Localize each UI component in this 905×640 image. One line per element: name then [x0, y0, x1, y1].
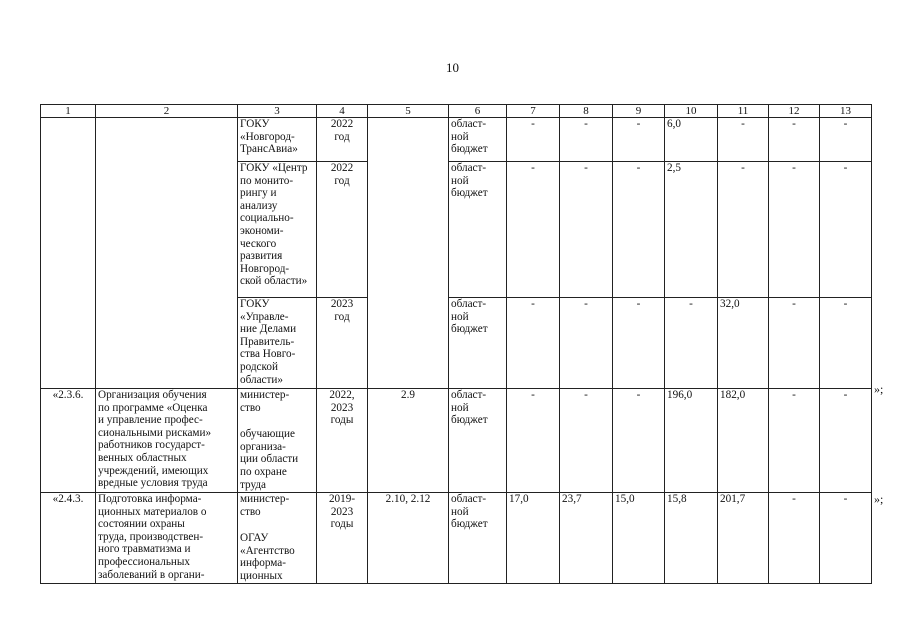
indicator-cell [368, 118, 449, 389]
executor-primary: министер- ство [240, 389, 290, 414]
value-cell-2021: 15,0 [613, 493, 665, 584]
executor-cell [238, 493, 317, 584]
header-col-2: 2 [96, 105, 238, 118]
budget-table [40, 104, 872, 584]
executor-cell: ГОКУ «Центр по монито- рингу и анализу социально- экономи- ческого развития Новгород- ской области» [238, 162, 317, 298]
measure-name-cell: Подготовка информа- ционных материалов о состоянии охраны труда, производствен- ного травматизма и профессиональных заболеваний в органи- [96, 493, 238, 584]
value-cell-2025: - [820, 162, 872, 298]
value-cell-2020: - [560, 389, 613, 493]
value-cell-2019: 17,0 [507, 493, 560, 584]
executor-cell [238, 389, 317, 493]
header-col-8: 8 [560, 105, 613, 118]
value-cell-2025: - [820, 298, 872, 389]
header-col-7: 7 [507, 105, 560, 118]
value-cell-2022: 196,0 [665, 389, 718, 493]
value-cell-2022: 15,8 [665, 493, 718, 584]
value-cell-2021: - [613, 162, 665, 298]
value-cell-2021: - [613, 298, 665, 389]
header-row [41, 105, 872, 118]
period-cell: 2022 год [317, 118, 368, 162]
period-cell: 2022 год [317, 162, 368, 298]
value-cell-2020: - [560, 118, 613, 162]
value-cell-2021: - [613, 389, 665, 493]
row-number-cell: «2.4.3. [41, 493, 96, 584]
header-col-1: 1 [41, 105, 96, 118]
value-cell-2019: - [507, 298, 560, 389]
header-col-13: 13 [820, 105, 872, 118]
executor-co: ОГАУ «Агентство информа- ционных [240, 532, 295, 582]
executor-co: обучающие организа- ции области по охране труда [240, 428, 299, 491]
indicator-cell: 2.9 [368, 389, 449, 493]
executor-cell: ГОКУ «Новгород- ТрансАвиа» [238, 118, 317, 162]
header-col-12: 12 [769, 105, 820, 118]
funding-source-cell: област- ной бюджет [449, 389, 507, 493]
value-cell-2020: 23,7 [560, 493, 613, 584]
value-cell-2022: 6,0 [665, 118, 718, 162]
header-col-10: 10 [665, 105, 718, 118]
funding-source-cell: област- ной бюджет [449, 493, 507, 584]
header-col-4: 4 [317, 105, 368, 118]
value-cell-2019: - [507, 389, 560, 493]
value-cell-2023: 182,0 [718, 389, 769, 493]
closing-quote-mark: »; [874, 382, 884, 396]
value-cell-2019: - [507, 118, 560, 162]
measure-name-cell: Организация обучения по программе «Оценка и управление профес- сиональными рисками» работников государст- венных областных учреждений, имеющих вредные условия труда [96, 389, 238, 493]
value-cell-2023: 201,7 [718, 493, 769, 584]
period-cell: 2023 год [317, 298, 368, 389]
executor-primary: министер- ство [240, 493, 290, 518]
value-cell-2023: - [718, 162, 769, 298]
header-col-9: 9 [613, 105, 665, 118]
value-cell-2025: - [820, 389, 872, 493]
executor-cell: ГОКУ «Управле- ние Делами Правитель- ства Новго- родской области» [238, 298, 317, 389]
funding-source-cell: област- ной бюджет [449, 298, 507, 389]
value-cell-2025: - [820, 118, 872, 162]
value-cell-2023: - [718, 118, 769, 162]
value-cell-2021: - [613, 118, 665, 162]
value-cell-2024: - [769, 162, 820, 298]
measure-name-cell [96, 118, 238, 389]
period-cell: 2022, 2023 годы [317, 389, 368, 493]
row-number-cell [41, 118, 96, 389]
value-cell-2020: - [560, 162, 613, 298]
value-cell-2023: 32,0 [718, 298, 769, 389]
indicator-cell: 2.10, 2.12 [368, 493, 449, 584]
page-number: 10 [446, 60, 459, 75]
value-cell-2019: - [507, 162, 560, 298]
value-cell-2022: 2,5 [665, 162, 718, 298]
value-cell-2024: - [769, 118, 820, 162]
funding-source-cell: област- ной бюджет [449, 118, 507, 162]
value-cell-2022: - [665, 298, 718, 389]
header-col-11: 11 [718, 105, 769, 118]
period-cell: 2019- 2023 годы [317, 493, 368, 584]
closing-quote-mark: »; [874, 492, 884, 506]
value-cell-2025: - [820, 493, 872, 584]
value-cell-2024: - [769, 493, 820, 584]
table-row [41, 493, 872, 584]
funding-source-cell: област- ной бюджет [449, 162, 507, 298]
row-number-cell: «2.3.6. [41, 389, 96, 493]
table-row [41, 118, 872, 162]
value-cell-2024: - [769, 389, 820, 493]
header-col-5: 5 [368, 105, 449, 118]
header-col-6: 6 [449, 105, 507, 118]
value-cell-2024: - [769, 298, 820, 389]
header-col-3: 3 [238, 105, 317, 118]
value-cell-2020: - [560, 298, 613, 389]
table-row [41, 389, 872, 493]
